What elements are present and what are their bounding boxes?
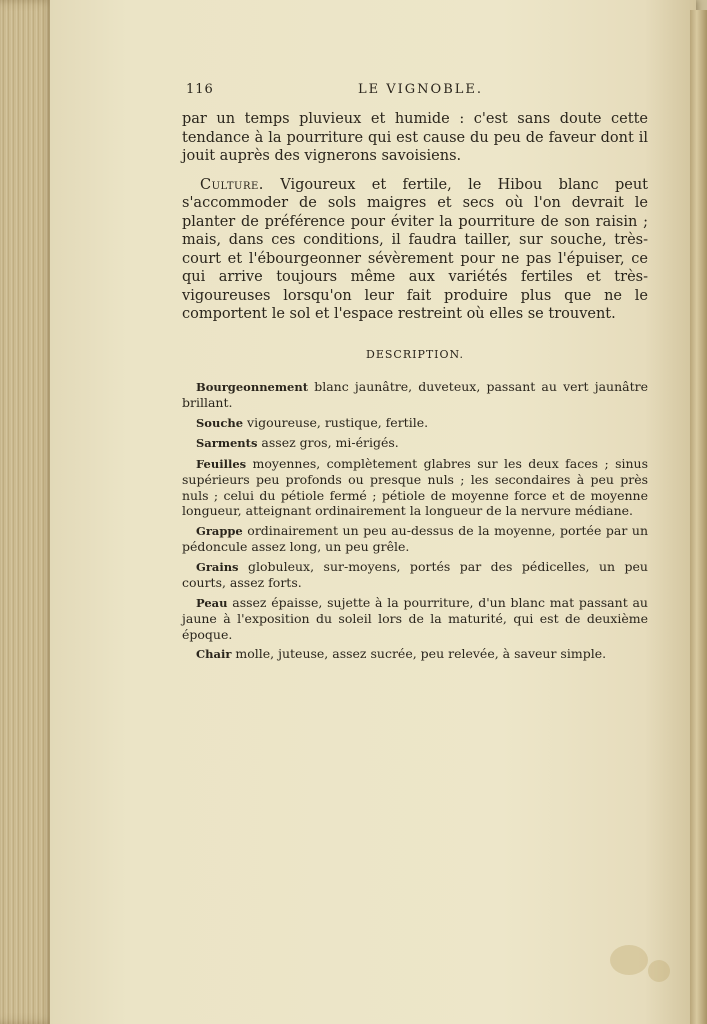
description-list [182,379,648,663]
description-item [182,559,648,591]
description-term: Feuilles [196,456,247,471]
description-term: Chair [196,647,232,661]
description-term: Bourgeonnement [196,379,309,394]
description-term: Grains [196,559,239,574]
culture-lead: Culture. [200,176,264,193]
paragraph-culture [182,176,648,324]
page-stack-edges [0,0,56,1024]
description-text: assez épaisse, sujette à la pourriture, d'un blanc mat passant au jaune à l'exposition du soleil lors de la maturité, qui est de deuxième époque. [182,594,648,642]
description-item [182,595,648,643]
description-term: Sarments [196,436,258,450]
culture-text: Vigoureux et fertile, le Hibou blanc peut s'accommoder de sols maigres et secs où l'on devrait le planter de préférence pour éviter la pourriture de son raisin ; mais, dans ces conditions, il faudra tailler, sur souche, très-court et l'ébourgeonner sévèrement pour ne pas l'épuiser, ce qui arrive toujours même aux variétés fertiles et très-vigoureuses lorsqu'on leur fait produire plus que ne le comportent le sol et l'espace restreint où elles se trouvent. [182,176,648,322]
description-item [182,379,648,411]
description-term: Souche [196,415,244,430]
running-title: LE VIGNOBLE. [358,82,484,97]
description-text: vigoureuse, rustique, fertile. [243,414,429,430]
description-term: Peau [196,595,228,610]
paragraph-continuation: par un temps pluvieux et humide : c'est sans doute cette tendance à la pourriture qui est cause du peu de faveur dont il jouit auprès des vignerons savoisiens. [182,111,648,164]
description-text: blanc jaunâtre, duveteux, passant au vert jaunâtre brillant. [182,378,648,410]
description-item [182,456,648,519]
description-item [182,523,648,555]
description-item [182,646,648,663]
description-term: Grappe [196,523,243,538]
page-number: 116 [186,82,214,97]
page-content [182,82,648,667]
paper-stain [648,960,670,982]
description-item [182,415,648,432]
paper-stain [610,945,648,975]
description-item [182,435,648,452]
description-text: globuleux, sur-moyens, portés par des pédicelles, un peu courts, assez forts. [182,558,648,590]
description-text: moyennes, complètement glabres sur les deux faces ; sinus supérieurs peu profonds ou presque nuls ; les secondaires à peu près nuls ; celui du pétiole fermé ; pétiole de moyenne force et de moyenne longueur, atteignant ordinairement la longueur de la nervure médiane. [182,455,648,518]
description-heading: DESCRIPTION. [366,347,464,361]
description-text: ordinairement un peu au-dessus de la moyenne, portée par un pédoncule assez long, un peu grêle. [182,522,648,554]
description-text: molle, juteuse, assez sucrée, peu relevée, à saveur simple. [231,646,607,661]
page-right-edge [690,10,707,1024]
running-header [182,82,648,100]
description-text: assez gros, mi-érigés. [257,435,399,450]
